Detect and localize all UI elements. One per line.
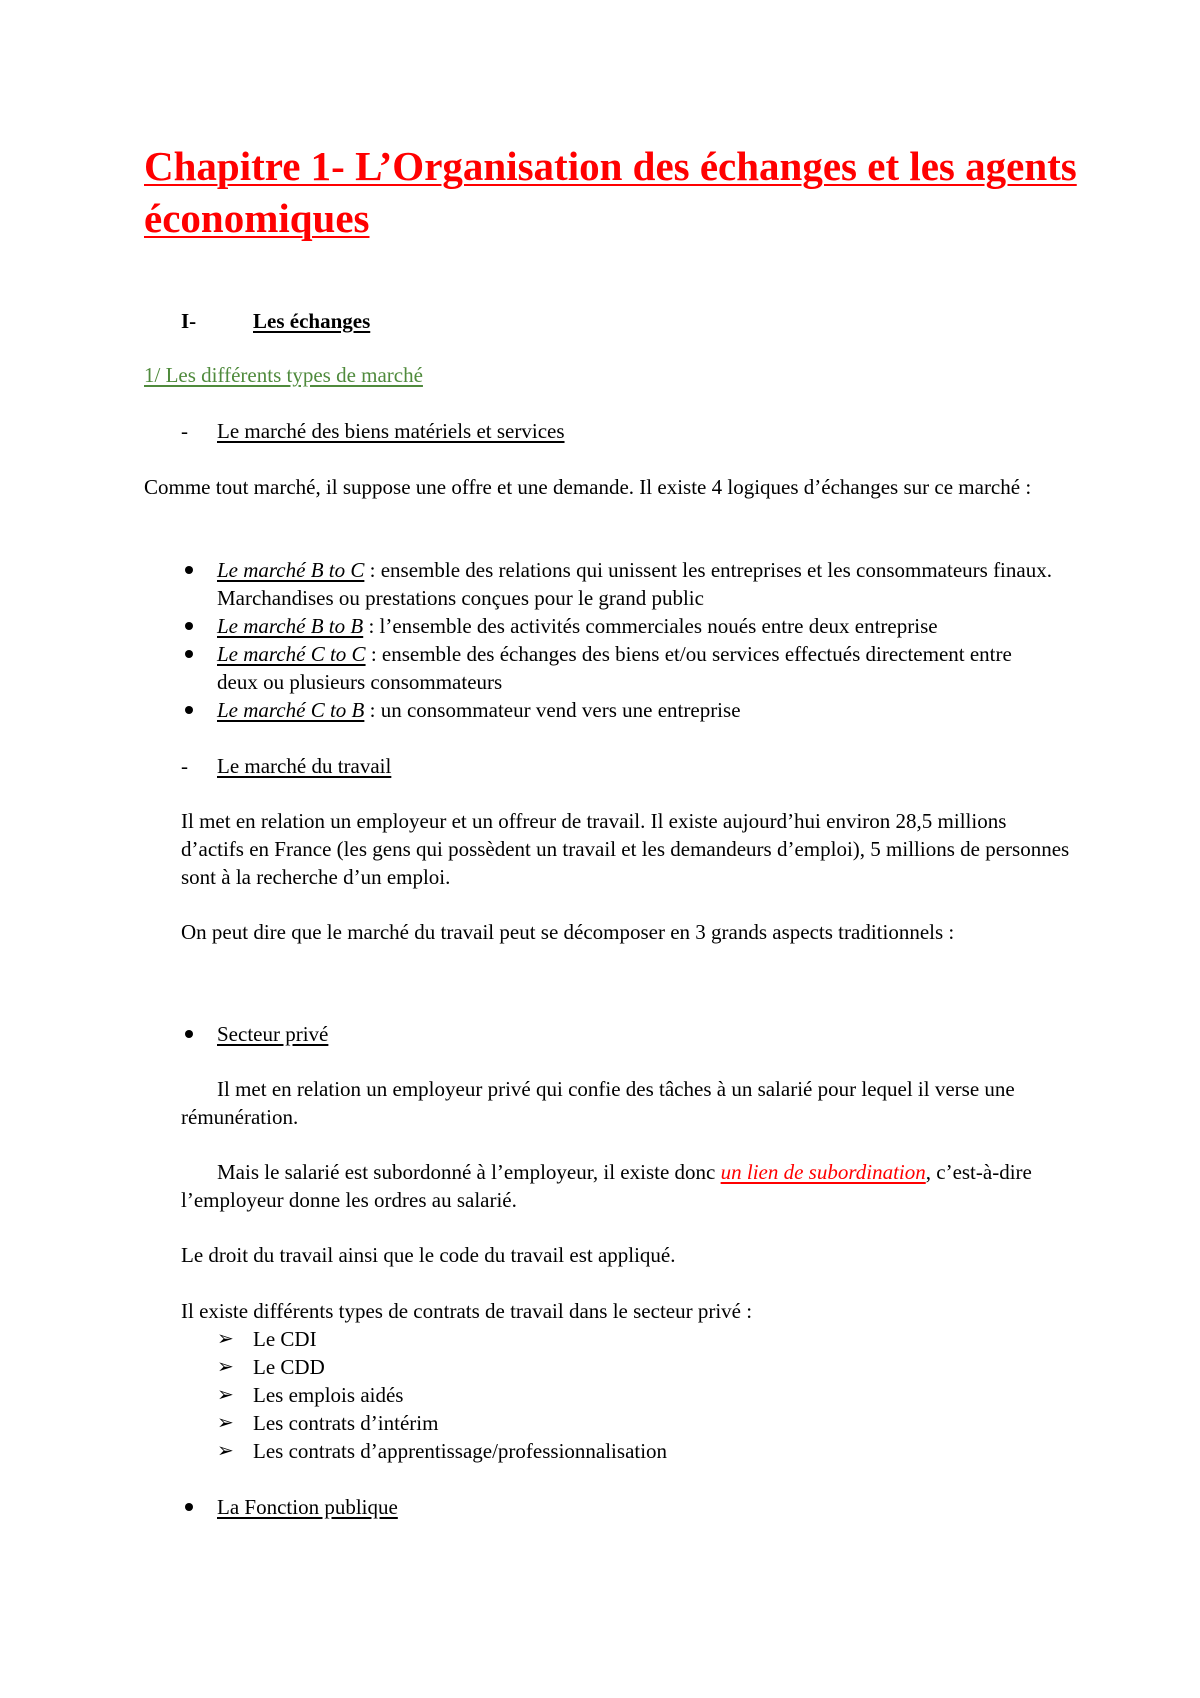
arrowhead-icon: ➢ — [217, 1412, 234, 1434]
list-item-term: Le marché B to B — [217, 614, 364, 638]
public-service-heading: La Fonction publique — [217, 1495, 398, 1519]
market-labour-para1: Il met en relation un employeur et un offreur de travail. Il existe aujourd’hui environ 28,5 millions d’actifs en France (les gens qui possèdent un travail et les demandeurs d’emploi), 5 millions de personnes sont à la recherche d’un emploi. — [181, 809, 1070, 889]
page-title: Chapitre 1- L’Organisation des échanges et les agents économiques — [144, 143, 1077, 241]
list-item — [217, 612, 1117, 640]
contract-item: Les contrats d’intérim — [253, 1411, 439, 1435]
contract-item: Le CDI — [253, 1327, 317, 1351]
bullet-icon — [185, 706, 193, 714]
list-item-term: Le marché B to C — [217, 558, 365, 582]
bullet-icon — [185, 622, 193, 630]
market-labour-heading: Le marché du travail — [217, 754, 392, 778]
subordination-highlight: un lien de subordination — [720, 1160, 926, 1184]
list-item-desc: : ensemble des échanges des biens et/ou services effectués directement entre deux ou plusieurs consommateurs — [217, 642, 1012, 694]
list-item-term: Le marché C to C — [217, 642, 366, 666]
list-item-desc: : un consommateur vend vers une entreprise — [364, 698, 741, 722]
arrowhead-icon: ➢ — [217, 1384, 234, 1406]
arrowhead-icon: ➢ — [217, 1328, 234, 1350]
contracts-intro: Il existe différents types de contrats de travail dans le secteur privé : — [181, 1299, 753, 1323]
arrowhead-icon: ➢ — [217, 1356, 234, 1378]
contract-item: Les contrats d’apprentissage/professionnalisation — [253, 1439, 668, 1463]
para2-text-before: Mais le salarié est subordonné à l’employeur, il existe donc — [217, 1160, 721, 1184]
private-sector-para1: Il met en relation un employeur privé qui confie des tâches à un salarié pour lequel il verse une rémunération. — [181, 1077, 1015, 1129]
contract-item: Les emplois aidés — [253, 1383, 404, 1407]
dash-marker: - — [181, 754, 188, 778]
arrowhead-icon: ➢ — [217, 1440, 234, 1462]
list-item-term: Le marché C to B — [217, 698, 365, 722]
bullet-icon — [185, 1030, 193, 1038]
market-labour-para2: On peut dire que le marché du travail peut se décomposer en 3 grands aspects traditionnels : — [181, 920, 955, 944]
contract-item: Le CDD — [253, 1355, 325, 1379]
list-item-desc: : l’ensemble des activités commerciales noués entre deux entreprise — [363, 614, 938, 638]
para2-text-after: , c’est-à-dire l’employeur donne les ordres au salarié. — [181, 1160, 1032, 1212]
bullet-icon — [185, 566, 193, 574]
section-number: I- — [181, 309, 197, 333]
list-item — [217, 696, 1077, 724]
market-goods-heading: Le marché des biens matériels et services — [217, 419, 565, 443]
market-goods-intro: Comme tout marché, il suppose une offre et une demande. Il existe 4 logiques d’échanges sur ce marché : — [144, 475, 1032, 499]
dash-marker: - — [181, 419, 188, 443]
list-item — [217, 556, 1077, 612]
section-title: Les échanges — [253, 309, 371, 333]
subsection-title: 1/ Les différents types de marché — [144, 363, 423, 387]
private-sector-heading: Secteur privé — [217, 1022, 329, 1046]
list-item-desc: : ensemble des relations qui unissent les entreprises et les consommateurs finaux. Marchandises ou prestations conçues pour le grand public — [217, 558, 1052, 610]
bullet-icon — [185, 650, 193, 658]
private-sector-para3: Le droit du travail ainsi que le code du travail est appliqué. — [181, 1243, 676, 1267]
private-sector-para2 — [181, 1158, 1061, 1214]
list-item — [217, 640, 1017, 696]
bullet-icon — [185, 1503, 193, 1511]
